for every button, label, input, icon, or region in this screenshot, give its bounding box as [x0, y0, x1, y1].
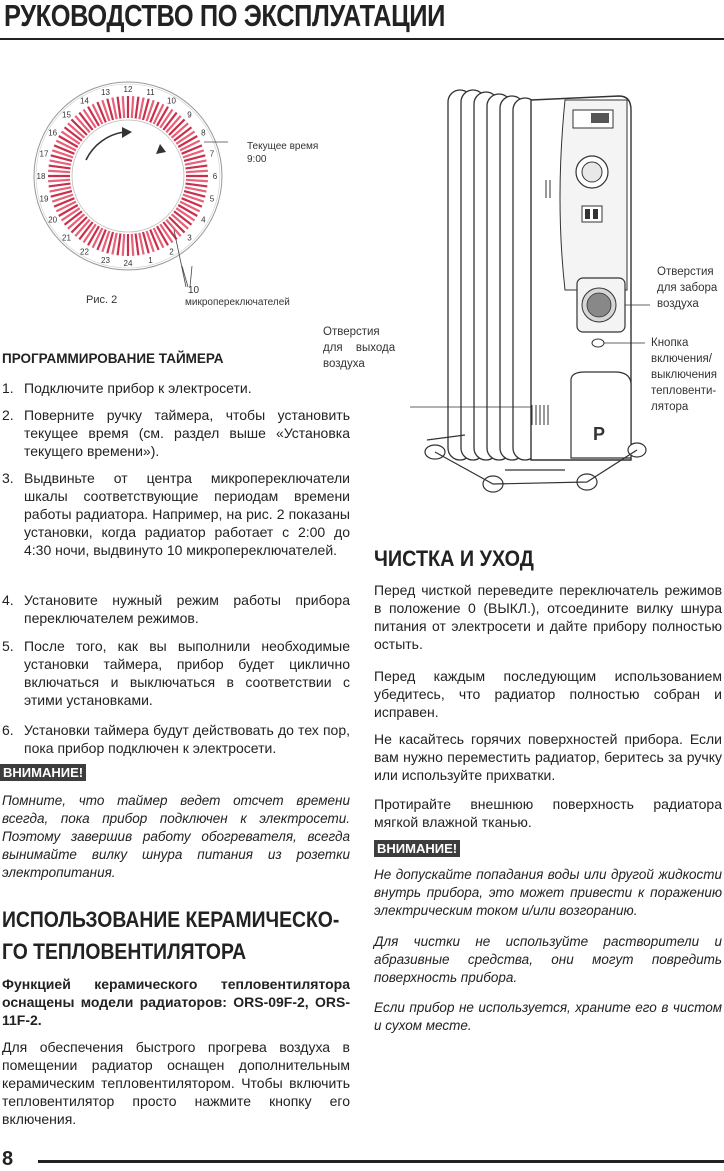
dial-number: 8	[201, 128, 206, 138]
micro-switch	[186, 180, 208, 181]
dial-number: 18	[36, 172, 46, 181]
timer-dial-figure	[14, 80, 344, 310]
heater-illustration	[405, 80, 650, 505]
list-item: 2. Поверните ручку таймера, чтобы установить текущее время (см. раздел выше «Установка текущего времени»).	[2, 407, 350, 459]
micro-switch	[48, 171, 70, 172]
dial-number: 21	[62, 233, 71, 243]
warning-badge: ВНИМАНИЕ!	[0, 764, 86, 781]
dial-number: 16	[48, 128, 58, 138]
dial-number: 1	[148, 256, 153, 266]
dial-number: 24	[123, 259, 133, 268]
dial-number: 7	[209, 149, 215, 159]
timer-dial	[34, 82, 222, 270]
dial-number: 6	[212, 172, 218, 181]
dial-number: 22	[80, 247, 89, 257]
dial-number: 4	[201, 215, 206, 225]
dial-number: 13	[101, 87, 110, 97]
dial-number: 19	[39, 194, 49, 204]
dial-number: 10	[167, 96, 176, 106]
dial-number: 14	[80, 96, 89, 106]
dial-number: 20	[48, 215, 58, 225]
care-warning: Если прибор не используется, храните его в чистом и сухом месте.	[374, 1000, 722, 1033]
dial-number: 3	[187, 233, 192, 243]
dial-number: 9	[187, 110, 192, 120]
care-paragraph: Перед чисткой переведите переключатель режимов в положение 0 (ВЫКЛ.), отсоедините вилку шнура питания от электросети и дайте прибору полностью остыть.	[374, 582, 722, 652]
micro-switch	[48, 180, 70, 181]
dial-number: 23	[101, 256, 110, 266]
dial-number: 11	[146, 87, 155, 97]
care-paragraph: Перед каждым последующим использованием убедитесь, что радиатор полностью собран и исправен.	[374, 668, 722, 720]
dial-number: 12	[123, 85, 133, 94]
current-time-label: Текущее время	[247, 141, 319, 152]
fan-description: Для обеспечения быстрого прогрева воздуха в помещении радиатор оснащен дополнительным керамическим тепловентилятором. Чтобы включить тепловентилятор просто нажмите кнопку его включения.	[2, 1039, 350, 1127]
svg-text:P: P	[593, 424, 606, 444]
page-number: 8	[2, 1148, 14, 1170]
list-item: 5. После того, как вы выполнили необходимые установки таймера, прибор будет циклично включаться и выключаться в соответствии с этими установками.	[2, 638, 350, 708]
current-time-value: 9:00	[247, 154, 267, 165]
care-section-title: ЧИСТКА И УХОД	[374, 546, 534, 571]
fan-models-text: Функцией керамического тепловентилятора оснащены модели радиаторов: ORS-09F-2, ORS-11F-2.	[2, 976, 350, 1028]
list-item: 1. Подключите прибор к электросети.	[2, 380, 252, 396]
callout-air-intake: Отверстия для забора воздуха	[657, 266, 718, 310]
care-warning: Не допускайте попадания воды или другой жидкости внутрь прибора, это может привести к поражению электрическим током и/или возгоранию.	[374, 867, 722, 918]
switches-count: 10	[188, 285, 200, 296]
micro-switch	[123, 234, 124, 256]
care-paragraph: Протирайте внешнюю поверхность радиатора мягкой влажной тканью.	[374, 796, 722, 830]
timer-warning-text: Помните, что таймер ведет отсчет времени всегда, пока прибор подключен к электросети. Поэтому завершив работу обогревателя, всегда вынимайте вилку шнура питания из розетки электропитания.	[2, 793, 350, 880]
dial-number: 2	[169, 247, 174, 257]
micro-switch	[123, 96, 124, 118]
timer-section-title: ПРОГРАММИРОВАНИЕ ТАЙМЕРА	[2, 351, 224, 366]
fan-section-title: ИСПОЛЬЗОВАНИЕ КЕРАМИЧЕСКО- ГО ТЕПЛОВЕНТИЛЯТОРА	[2, 907, 340, 964]
list-item: 3. Выдвиньте от центра микропереключатели шкалы соответствующие периодам времени работы радиатора. Например, на рис. 2 показаны установки, когда радиатор работает с 2:00 до 4:30 ночи, выдвинуто 10 микропереключателей.	[2, 470, 350, 558]
page-header-title: РУКОВОДСТВО ПО ЭКСПЛУАТАЦИИ	[4, 0, 445, 33]
care-paragraph: Не касайтесь горячих поверхностей прибора. Если вам нужно переместить радиатор, беритесь за ручку или используйте прихватки.	[374, 731, 722, 783]
micro-switch	[132, 234, 133, 256]
micro-switch	[186, 171, 208, 172]
list-item: 6. Установки таймера будут действовать до тех пор, пока прибор подключен к электросети.	[2, 722, 350, 756]
care-warning: Для чистки не используйте растворители и абразивные средства, они могут повредить поверхность прибора.	[374, 934, 722, 985]
header-rule	[0, 38, 724, 40]
callout-air-outlet: Отверстия для выхода воздуха	[323, 326, 396, 370]
callout-fan-button: Кнопка включения/ выключения тепловенти- лятора	[651, 337, 718, 413]
switches-label: микропереключателей	[185, 297, 290, 308]
list-item: 4. Установите нужный режим работы прибора переключателем режимов.	[2, 592, 350, 626]
warning-badge: ВНИМАНИЕ!	[374, 840, 460, 857]
micro-switch	[132, 96, 133, 118]
dial-number: 15	[62, 110, 71, 120]
footer-rule	[38, 1160, 724, 1163]
figure-caption: Рис. 2	[86, 294, 118, 306]
dial-number: 5	[209, 194, 215, 204]
dial-number: 17	[39, 149, 49, 159]
